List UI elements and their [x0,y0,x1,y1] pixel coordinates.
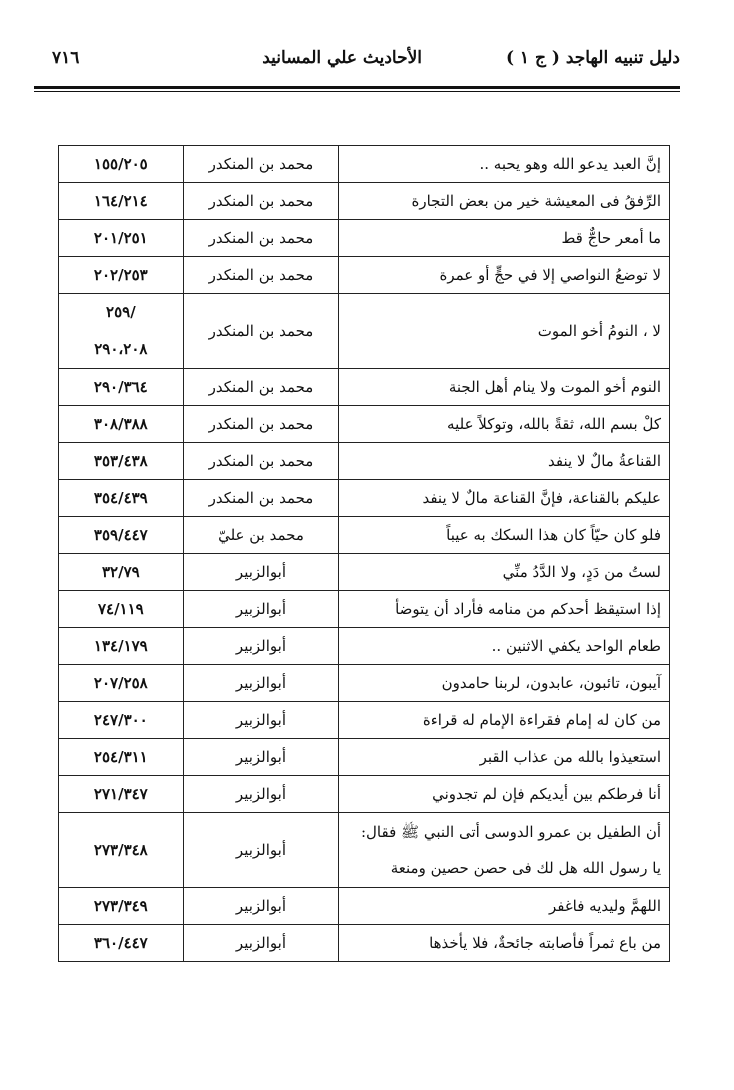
table-row [59,220,670,257]
book-title: دليل تنبيه الهاجد ( ج ١ ) [505,48,680,68]
hadith-text-cell: عليكم بالقناعة، فإنَّ القناعة مالٌ لا ينفد [339,480,670,517]
reference-cell: ٢٧٣/٣٤٨ [59,813,184,888]
narrator-cell: أبوالزبير [183,591,339,628]
narrator-cell: محمد بن المنكدر [183,257,339,294]
header-rule-thick [34,86,680,89]
hadith-text-cell: ما أمعر حاجٌّ قط [339,220,670,257]
narrator-cell: أبوالزبير [183,776,339,813]
hadith-text-cell: من كان له إمام فقراءة الإمام له قراءة [339,702,670,739]
table-row [59,776,670,813]
narrator-cell: أبوالزبير [183,739,339,776]
table-row [59,369,670,406]
reference-cell: ٣٥٩/٤٤٧ [59,517,184,554]
narrator-cell: أبوالزبير [183,813,339,888]
narrator-cell: أبوالزبير [183,888,339,925]
narrator-cell: محمد بن عليّ [183,517,339,554]
narrator-cell: محمد بن المنكدر [183,183,339,220]
narrator-cell: أبوالزبير [183,665,339,702]
table-row [59,183,670,220]
reference-line: ٢٩٠،٢٠٨ [94,340,148,358]
reference-cell: ٢٧٣/٣٤٩ [59,888,184,925]
hadith-text-cell: إنَّ العبد يدعو الله وهو يحبه .. [339,146,670,183]
table-row [59,628,670,665]
table-row [59,443,670,480]
hadith-text-line: يا رسول الله هل لك فى حصن حصين ومنعة [390,859,661,877]
table-row [59,739,670,776]
reference-line: /٢٥٩ [106,303,136,321]
table-row [59,591,670,628]
reference-cell: ١٦٤/٢١٤ [59,183,184,220]
reference-cell: ٣٥٣/٤٣٨ [59,443,184,480]
reference-cell [59,294,184,369]
hadith-text-cell: لا توضعُ النواصي إلا في حجٍّ أو عمرة [339,257,670,294]
header-rule-thin [34,91,680,92]
reference-cell: ٢٠٢/٢٥٣ [59,257,184,294]
hadith-text-cell: لستُ من دَدٍ، ولا الدَّدُ منِّي [339,554,670,591]
hadith-text-cell [339,813,670,888]
reference-cell: ٧٤/١١٩ [59,591,184,628]
hadith-text-cell: الرِّفقُ فى المعيشة خير من بعض التجارة [339,183,670,220]
narrator-cell: أبوالزبير [183,628,339,665]
hadith-text-cell: أنا فرطكم بين أيديكم فإن لم تجدوني [339,776,670,813]
table-row [59,294,670,369]
reference-cell: ٣٦٠/٤٤٧ [59,925,184,962]
table-row [59,406,670,443]
narrator-cell: أبوالزبير [183,925,339,962]
table-row [59,146,670,183]
reference-cell: ٢٩٠/٣٦٤ [59,369,184,406]
table-row [59,702,670,739]
reference-cell: ٢٧١/٣٤٧ [59,776,184,813]
reference-cell: ١٥٥/٢٠٥ [59,146,184,183]
narrator-cell: أبوالزبير [183,554,339,591]
hadith-text-cell: كلْ بسم الله، ثقةً بالله، وتوكلاً عليه [339,406,670,443]
table-row [59,925,670,962]
narrator-cell: محمد بن المنكدر [183,369,339,406]
hadith-text-cell: اللهمَّ وليديه فاغفر [339,888,670,925]
table-row [59,480,670,517]
page-number: ٧١٦ [52,48,80,68]
table-row [59,813,670,888]
reference-cell: ٢٤٧/٣٠٠ [59,702,184,739]
page-header [34,40,680,80]
reference-cell: ٣٢/٧٩ [59,554,184,591]
narrator-cell: محمد بن المنكدر [183,220,339,257]
hadith-text-line: أن الطفيل بن عمرو الدوسى أتى النبي ﷺ فقال: [360,823,661,841]
reference-cell: ٣٠٨/٣٨٨ [59,406,184,443]
hadith-index-table [58,145,670,962]
reference-cell: ٢٠٧/٢٥٨ [59,665,184,702]
table-row [59,554,670,591]
hadith-text-cell: استعيذوا بالله من عذاب القبر [339,739,670,776]
section-title: الأحاديث علي المسانيد [262,48,422,68]
narrator-cell: محمد بن المنكدر [183,146,339,183]
hadith-text-cell: من باع ثمراً فأصابته جائحةٌ، فلا يأخذها [339,925,670,962]
hadith-text-cell: إذا استيقظ أحدكم من منامه فأراد أن يتوضأ [339,591,670,628]
table-row [59,257,670,294]
hadith-text-cell: القناعةُ مالٌ لا ينفد [339,443,670,480]
table-row [59,665,670,702]
hadith-text-cell: آيبون، تائبون، عابدون، لربنا حامدون [339,665,670,702]
hadith-text-cell: النوم أخو الموت ولا ينام أهل الجنة [339,369,670,406]
reference-cell: ٢٥٤/٣١١ [59,739,184,776]
reference-cell: ١٣٤/١٧٩ [59,628,184,665]
reference-cell: ٢٠١/٢٥١ [59,220,184,257]
narrator-cell: محمد بن المنكدر [183,294,339,369]
narrator-cell: محمد بن المنكدر [183,443,339,480]
hadith-text-cell: فلو كان حيّاً كان هذا السكك به عيباً [339,517,670,554]
table-row [59,888,670,925]
hadith-text-cell: لا ، النومُ أخو الموت [339,294,670,369]
reference-cell: ٣٥٤/٤٣٩ [59,480,184,517]
narrator-cell: أبوالزبير [183,702,339,739]
narrator-cell: محمد بن المنكدر [183,406,339,443]
hadith-text-cell: طعام الواحد يكفي الاثنين .. [339,628,670,665]
narrator-cell: محمد بن المنكدر [183,480,339,517]
table-row [59,517,670,554]
